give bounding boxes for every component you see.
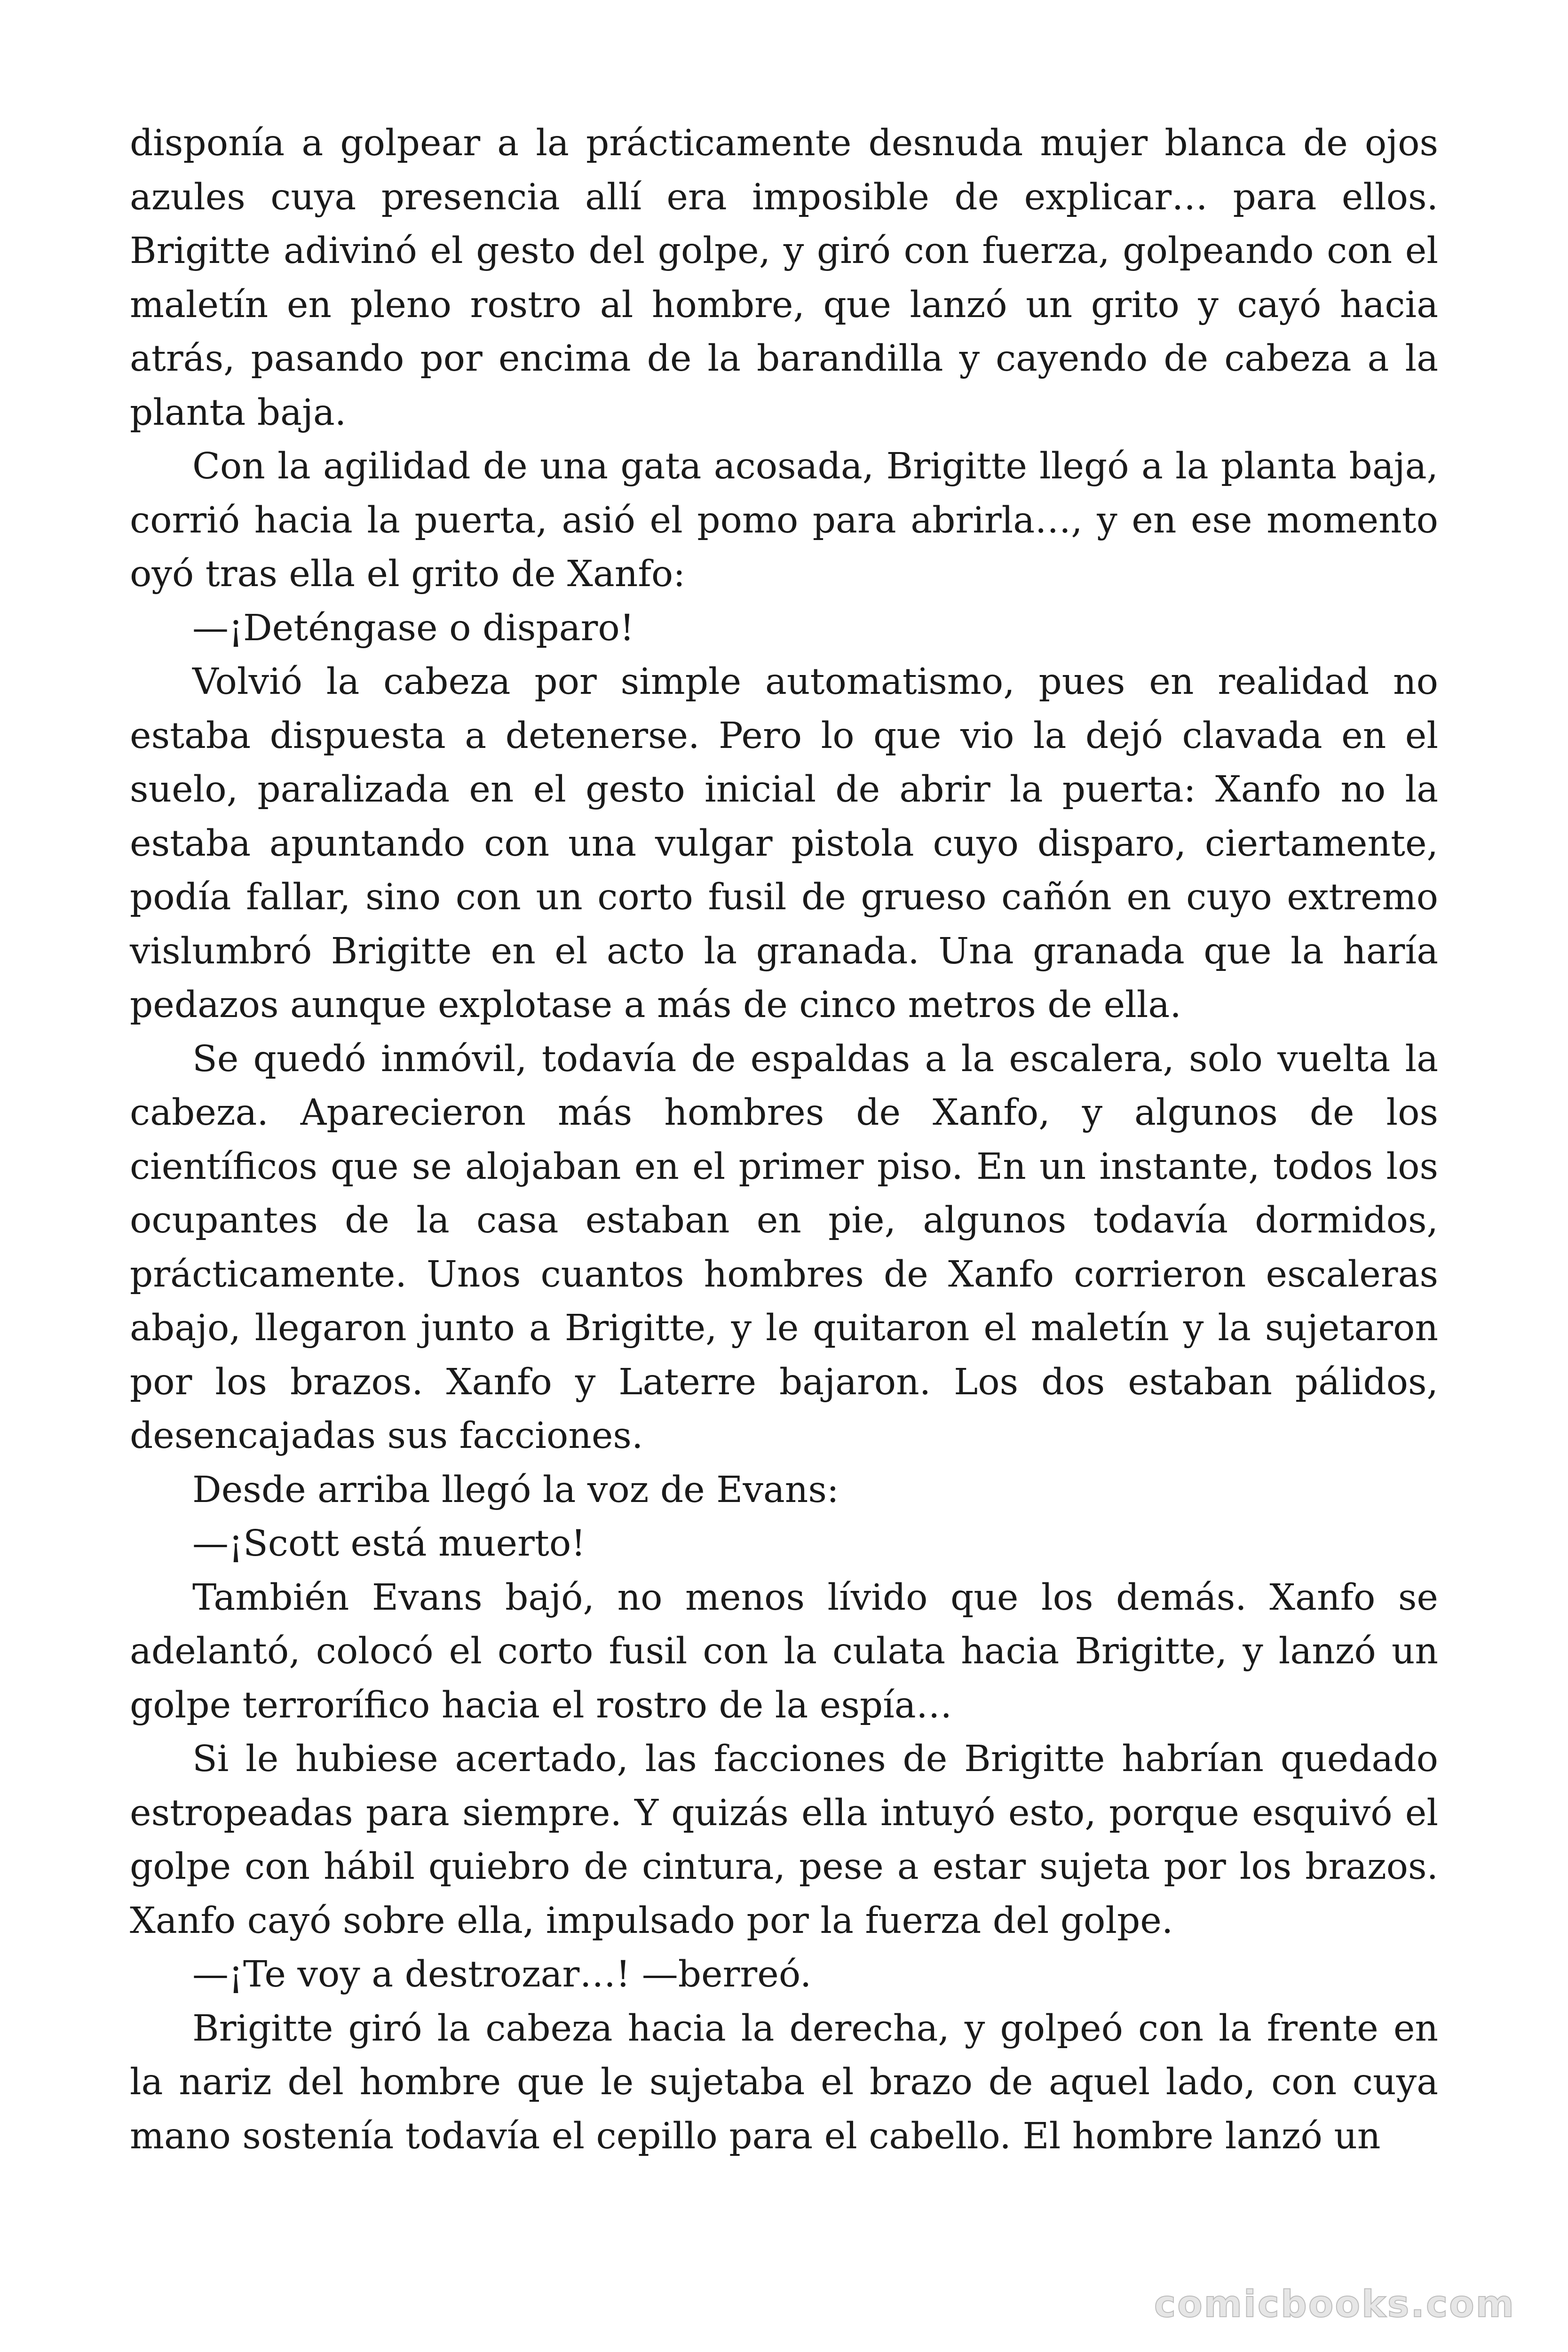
paragraph-7: Si le hubiese acertado, las facciones de Brigitte habrían quedado estropeadas para siempre. Y quizás ella intuyó esto, porque esquivó el golpe con hábil quiebro de cintura, pese a estar sujeta por los brazos. Xanfo cayó sobre ella, impulsado por la fuerza del golpe. [130,1738,1438,1942]
paragraph-2: Con la agilidad de una gata acosada, Brigitte llegó a la planta baja, corrió hacia la puerta, asió el pomo para abrirla…, y en ese momento oyó tras ella el grito de Xanfo: [130,445,1438,595]
dialogue-line-3: —¡Te voy a destrozar…! —berreó. [192,1954,812,1995]
watermark: comicbooks.com [1154,2283,1515,2326]
paragraph-8: Brigitte giró la cabeza hacia la derecha, y golpeó con la frente en la nariz del hombre que le sujetaba el brazo de aquel lado, con cuya mano sostenía todavía el cepillo para el cabello. El hombre lanzó un [130,2007,1438,2157]
dialogue-line-1: —¡Deténgase o disparo! [192,607,634,649]
paragraph-1: disponía a golpear a la prácticamente desnuda mujer blanca de ojos azules cuya presencia allí era imposible de explicar… para ellos. Brigitte adivinó el gesto del golpe, y giró con fuerza, golpeando con el maletín en pleno rostro al hombre, que lanzó un grito y cayó hacia atrás, pasando por encima de la barandilla y cayendo de cabeza a la planta baja. [130,122,1438,434]
page-body [130,117,1438,2163]
paragraph-3: Volvió la cabeza por simple automatismo, pues en realidad no estaba dispuesta a detenerse. Pero lo que vio la dejó clavada en el suelo, paralizada en el gesto inicial de abrir la puerta: Xanfo no la estaba apuntando con una vulgar pistola cuyo disparo, ciertamente, podía fallar, sino con un corto fusil de grueso cañón en cuyo extremo vislumbró Brigitte en el acto la granada. Una granada que la haría pedazos aunque explotase a más de cinco metros de ella. [130,661,1438,1026]
paragraph-5: Desde arriba llegó la voz de Evans: [192,1469,839,1511]
paragraph-4: Se quedó inmóvil, todavía de espaldas a la escalera, solo vuelta la cabeza. Aparecieron más hombres de Xanfo, y algunos de los científicos que se alojaban en el primer piso. En un instante, todos los ocupantes de la casa estaban en pie, algunos todavía dormidos, prácticamente. Unos cuantos hombres de Xanfo corrieron escaleras abajo, llegaron junto a Brigitte, y le quitaron el maletín y la sujetaron por los brazos. Xanfo y Laterre bajaron. Los dos estaban pálidos, desencajadas sus facciones. [130,1038,1438,1457]
paragraph-6: También Evans bajó, no menos lívido que los demás. Xanfo se adelantó, colocó el corto fusil con la culata hacia Brigitte, y lanzó un golpe terrorífico hacia el rostro de la espía… [130,1576,1438,1726]
dialogue-line-2: —¡Scott está muerto! [192,1523,586,1565]
